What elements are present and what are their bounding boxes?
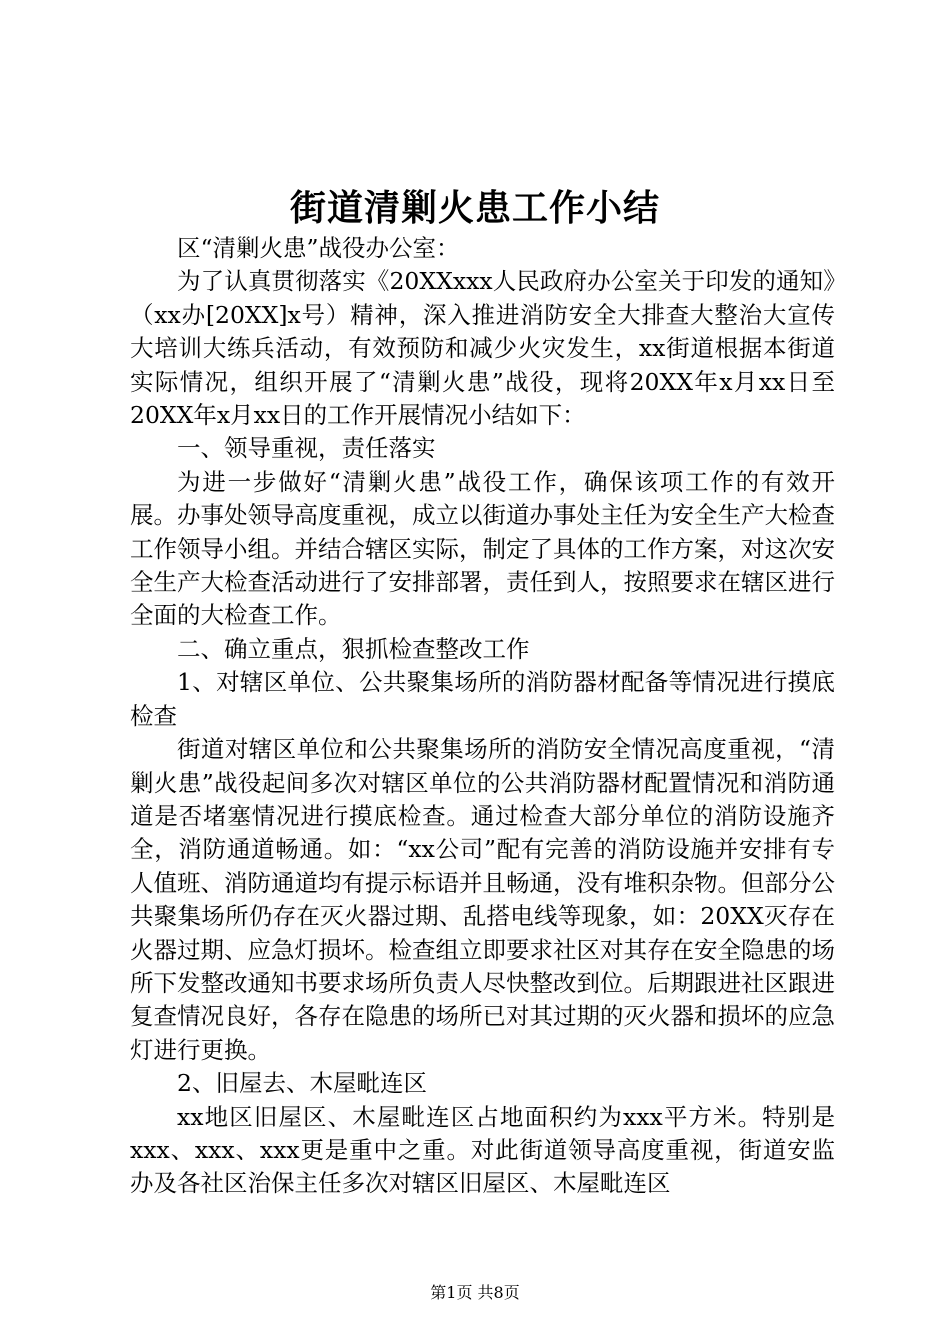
document-title: 街道清剿火患工作小结 [289,187,660,229]
intro-paragraph: 为了认真贯彻落实《20XXxxx人民政府办公室关于印发的通知》（xx办[20XX]x号）精神，深入推进消防安全大排查大整治大宣传大培训大练兵活动，有效预防和减少火灾发生，xx街道根据本街道实际情况，组织开展了“清剿火患”战役，现将20XX年x月xx日至20XX年x月xx日的工作开展情况小结如下： [130,267,835,430]
section-1-paragraph: 为进一步做好“清剿火患”战役工作，确保该项工作的有效开展。办事处领导高度重视，成立以街道办事处主任为安全生产大检查工作领导小组。并结合辖区实际，制定了具体的工作方案，对这次安全生产大检查活动进行了安排部署，责任到人，按照要求在辖区进行全面的大检查工作。 [130,467,835,630]
salutation: 区“清剿火患”战役办公室： [177,234,460,262]
section-heading-2: 二、确立重点，狠抓检查整改工作 [177,634,530,663]
section-heading-1: 一、领导重视，责任落实 [177,434,436,463]
subsection-heading-1: 1、对辖区单位、公共聚集场所的消防器材配备等情况进行摸底检查 [130,668,835,730]
subsection-2-paragraph: xx地区旧屋区、木屋毗连区占地面积约为xxx平方米。特别是xxx、xxx、xxx更是重中之重。对此街道领导高度重视，街道安监办及各社区治保主任多次对辖区旧屋区、木屋毗连区 [130,1102,835,1198]
document-body [130,232,835,1201]
subsection-1-paragraph: 街道对辖区单位和公共聚集场所的消防安全情况高度重视，“清剿火患”战役起间多次对辖区单位的公共消防器材配置情况和消防通道是否堵塞情况进行摸底检查。通过检查大部分单位的消防设施齐全，消防通道畅通。如：“xx公司”配有完善的消防设施并安排有专人值班、消防通道均有提示标语并且畅通，没有堆积杂物。但部分公共聚集场所仍存在灭火器过期、乱搭电线等现象，如：20XX灭存在火器过期、应急灯损坏。检查组立即要求社区对其存在安全隐患的场所下发整改通知书要求场所负责人尽快整改到位。后期跟进社区跟进复查情况良好，各存在隐患的场所已对其过期的灭火器和损坏的应急灯进行更换。 [130,735,835,1064]
page-footer: 第1页 共8页 [430,1283,520,1302]
subsection-heading-2: 2、旧屋去、木屋毗连区 [177,1069,427,1098]
